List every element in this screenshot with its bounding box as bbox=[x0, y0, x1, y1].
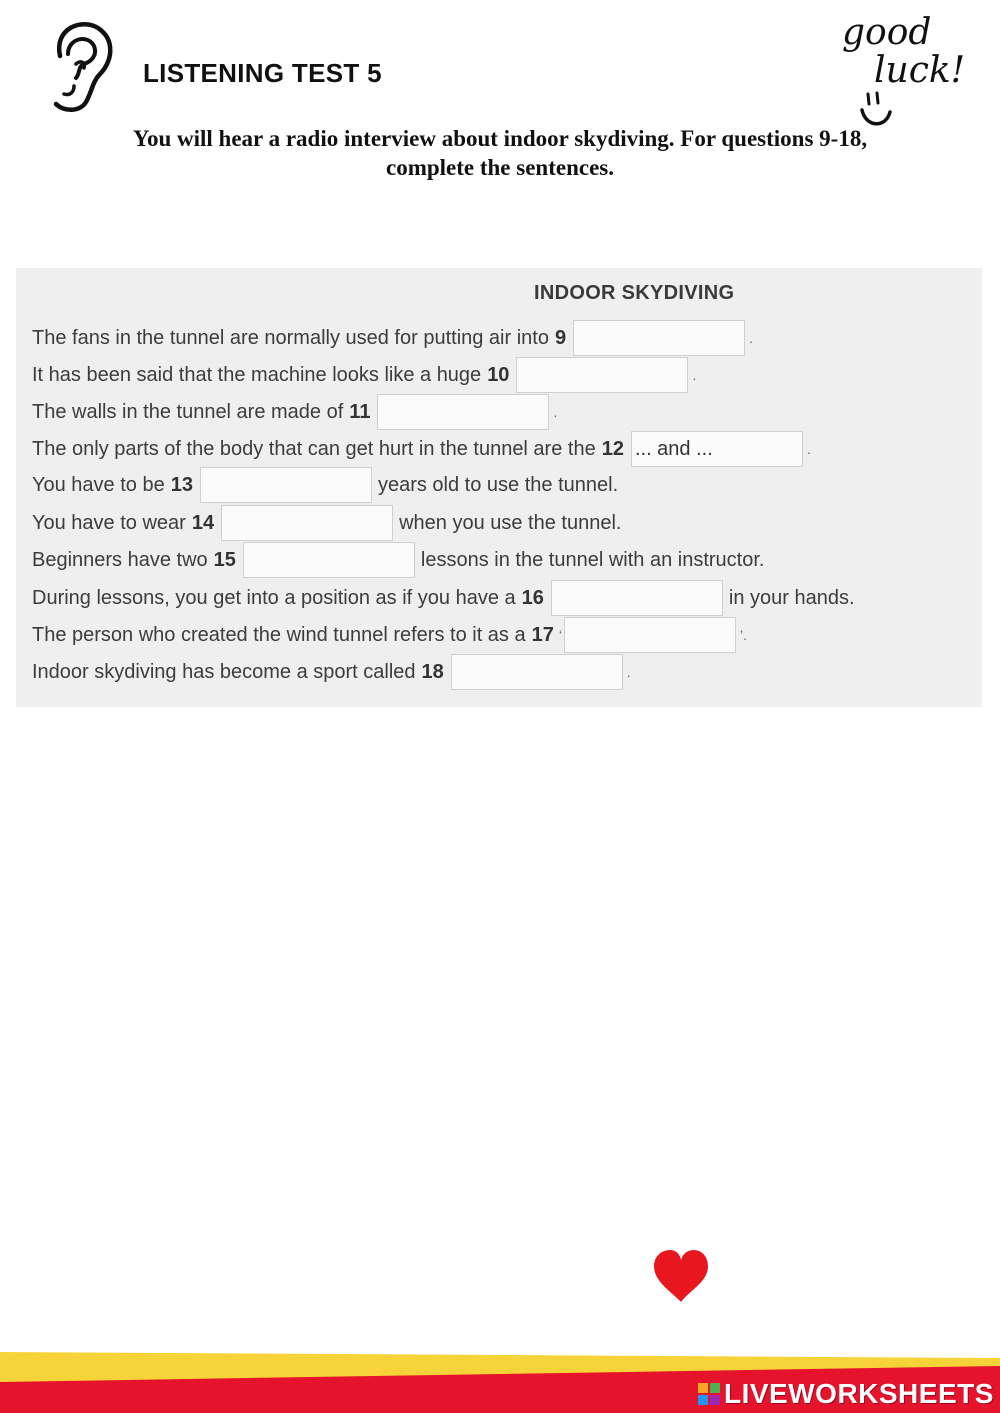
question-number: 17 bbox=[531, 623, 554, 646]
question-number: 11 bbox=[349, 400, 371, 423]
sentence-17: The person who created the wind tunnel refers to it as a 17 ‘ ’. bbox=[32, 618, 747, 652]
ear-icon bbox=[40, 16, 116, 114]
question-number: 9 bbox=[554, 326, 567, 349]
sentence-13: You have to be 13 years old to use the tunnel. bbox=[32, 468, 618, 502]
exercise-panel bbox=[16, 268, 982, 707]
answer-input-15[interactable] bbox=[243, 542, 415, 578]
open-quote: ‘ bbox=[558, 627, 562, 643]
sentence-9: The fans in the tunnel are normally used for putting air into 9 . bbox=[32, 321, 753, 355]
answer-input-18[interactable] bbox=[451, 654, 623, 690]
sentence-11: The walls in the tunnel are made of 11 . bbox=[32, 395, 557, 429]
answer-input-17[interactable] bbox=[564, 617, 736, 653]
sentence-16: During lessons, you get into a position as if you have a 16 in your hands. bbox=[32, 581, 855, 615]
heart-icon bbox=[650, 1248, 712, 1306]
sentence-18: Indoor skydiving has become a sport called 18 . bbox=[32, 655, 631, 689]
smiley-icon bbox=[862, 93, 890, 124]
brand-name: LIVEWORKSHEETS bbox=[724, 1378, 994, 1409]
good-luck-line2: luck! bbox=[874, 50, 966, 91]
question-number: 16 bbox=[521, 586, 544, 609]
answer-input-9[interactable] bbox=[573, 320, 745, 356]
question-number: 10 bbox=[487, 363, 510, 386]
page-title: LISTENING TEST 5 bbox=[143, 58, 382, 88]
sentence-15: Beginners have two 15 lessons in the tunnel with an instructor. bbox=[32, 543, 764, 577]
exercise-heading: INDOOR SKYDIVING bbox=[534, 282, 735, 304]
answer-input-16[interactable] bbox=[551, 580, 723, 616]
sentence-14: You have to wear 14 when you use the tunnel. bbox=[32, 506, 621, 540]
question-number: 15 bbox=[213, 548, 236, 571]
answer-input-13[interactable] bbox=[200, 467, 372, 503]
question-number: 12 bbox=[601, 437, 624, 460]
answer-input-12[interactable] bbox=[631, 431, 803, 467]
sentence-12: The only parts of the body that can get hurt in the tunnel are the 12 ... and ... . bbox=[32, 432, 811, 466]
good-luck-note bbox=[836, 6, 986, 132]
liveworksheets-logo[interactable] bbox=[698, 1378, 994, 1410]
instructions: You will hear a radio interview about indoor skydiving. For questions 9-18, complete the sentences. bbox=[132, 126, 868, 180]
answer-input-11[interactable] bbox=[377, 394, 549, 430]
sentence-10: It has been said that the machine looks like a huge 10 . bbox=[32, 358, 696, 392]
question-number: 14 bbox=[191, 511, 215, 534]
question-number: 18 bbox=[421, 660, 444, 683]
good-luck-line1: good bbox=[842, 12, 932, 53]
liveworksheets-logo-icon bbox=[698, 1383, 720, 1405]
answer-input-10[interactable] bbox=[516, 357, 688, 393]
question-number: 13 bbox=[170, 473, 193, 496]
answer-input-14[interactable] bbox=[221, 505, 393, 541]
